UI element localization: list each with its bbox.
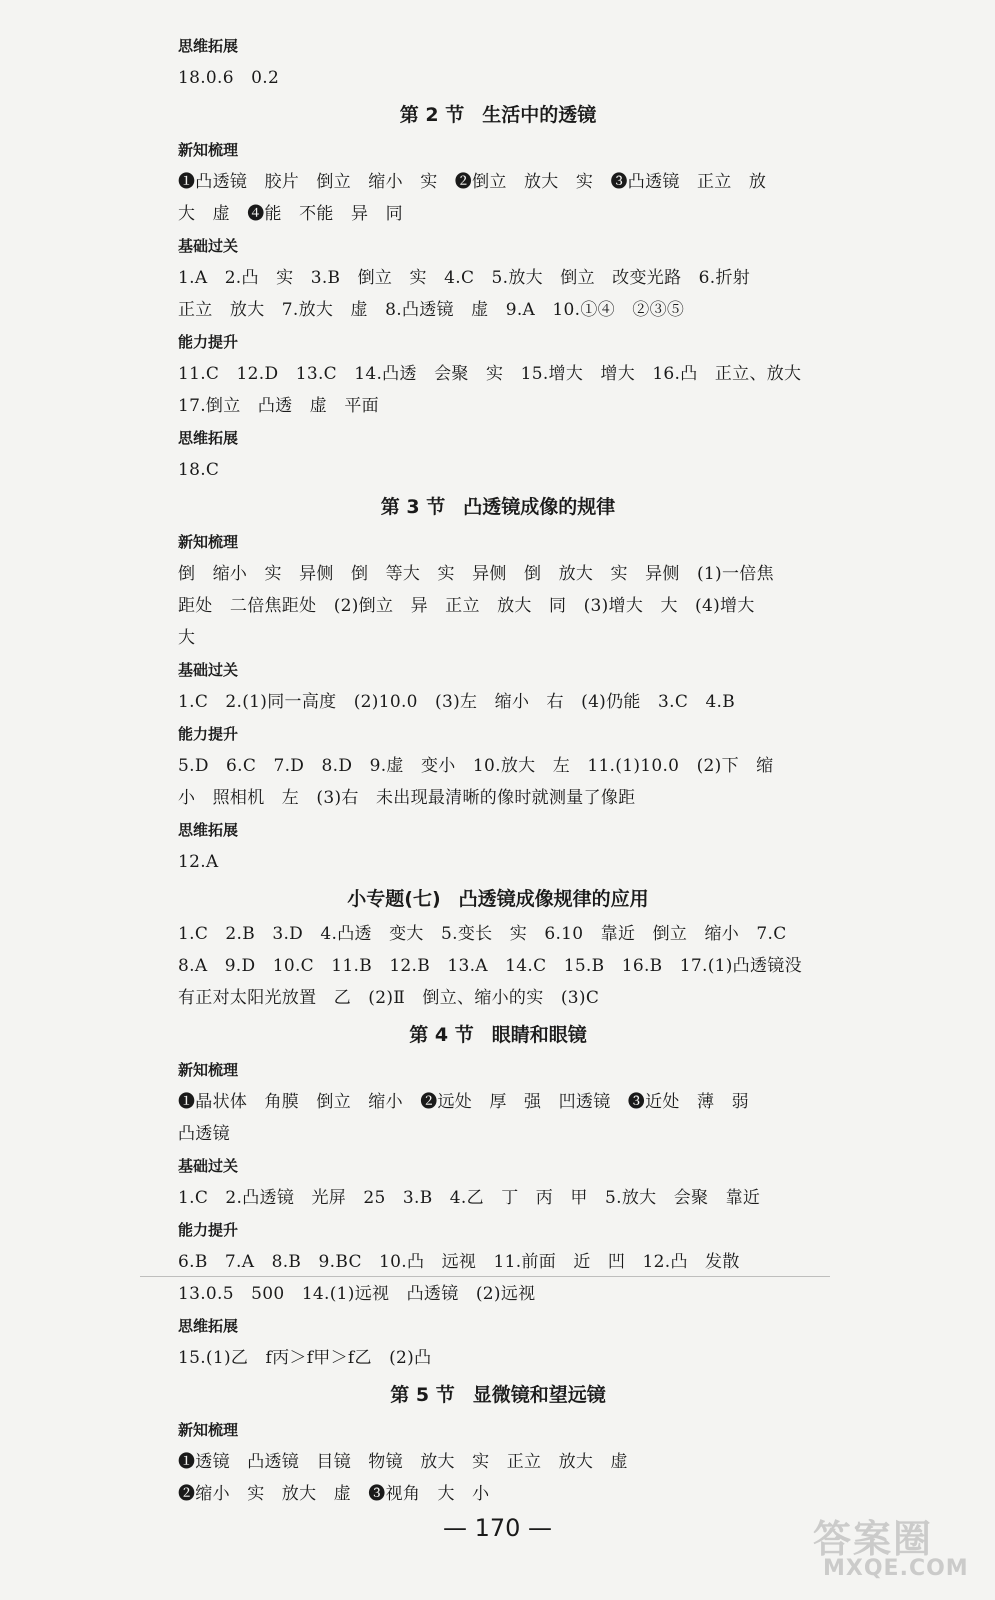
answer-line: 小 照相机 左 (3)右 未出现最清晰的像时就测量了像距 — [178, 788, 636, 808]
answer-line: 距处 二倍焦距处 (2)倒立 异 正立 放大 同 (3)增大 大 (4)增大 — [178, 596, 755, 616]
subsection-heading: 能力提升 — [178, 1221, 239, 1239]
section-title — [178, 94, 818, 134]
answer-line: 15.(1)乙 f丙＞f甲＞f乙 (2)凸 — [178, 1348, 432, 1368]
subsection-heading: 能力提升 — [178, 725, 239, 743]
answer-line: 6.B 7.A 8.B 9.BC 10.凸 远视 11.前面 近 凹 12.凸 发散 — [178, 1252, 740, 1272]
subsection-heading: 基础过关 — [178, 661, 239, 679]
section-name: 凸透镜成像规律的应用 — [458, 888, 649, 910]
answer-line: 大 — [178, 628, 196, 648]
answer-line: 大 虚 ❹能 不能 异 同 — [178, 204, 403, 224]
answer-line: ❶透镜 凸透镜 目镜 物镜 放大 实 正立 放大 虚 — [178, 1452, 628, 1472]
answer-line: ❶凸透镜 胶片 倒立 缩小 实 ❷倒立 放大 实 ❸凸透镜 正立 放 — [178, 172, 767, 192]
answer-line: 正立 放大 7.放大 虚 8.凸透镜 虚 9.A 10.①④ ②③⑤ — [178, 300, 685, 320]
answer-line: 1.C 2.(1)同一高度 (2)10.0 (3)左 缩小 右 (4)仍能 3.C 4.B — [178, 692, 736, 712]
answer-line: 5.D 6.C 7.D 8.D 9.虚 变小 10.放大 左 11.(1)10.0 (2)下 缩 — [178, 756, 774, 776]
watermark-title: 答案圈 — [813, 1517, 934, 1561]
section-name: 凸透镜成像的规律 — [463, 496, 616, 518]
subsection-heading: 新知梳理 — [178, 533, 239, 551]
answer-line: 17.倒立 凸透 虚 平面 — [178, 396, 379, 416]
subsection-heading: 基础过关 — [178, 237, 239, 255]
page-number: — 170 — — [442, 1514, 553, 1542]
subsection-heading: 思维拓展 — [178, 821, 239, 839]
watermark-logo — [807, 1508, 977, 1590]
subsection-heading: 思维拓展 — [178, 1317, 239, 1335]
answer-line: 8.A 9.D 10.C 11.B 12.B 13.A 14.C 15.B 16.B 17.(1)凸透镜没 — [178, 956, 802, 976]
subsection-heading: 能力提升 — [178, 333, 239, 351]
answer-line: 1.C 2.凸透镜 光屏 25 3.B 4.乙 丁 丙 甲 5.放大 会聚 靠近 — [178, 1188, 761, 1208]
answer-line: 凸透镜 — [178, 1124, 230, 1144]
section-name: 眼睛和眼镜 — [491, 1024, 587, 1046]
answer-line: ❷缩小 实 放大 虚 ❸视角 大 小 — [178, 1484, 490, 1504]
section-number: 第 5 节 — [390, 1384, 455, 1406]
section-number: 第 3 节 — [380, 496, 446, 518]
answer-line: 13.0.5 500 14.(1)远视 凸透镜 (2)远视 — [178, 1284, 536, 1304]
subsection-heading: 新知梳理 — [178, 1421, 239, 1439]
answer-line: 1.C 2.B 3.D 4.凸透 变大 5.变长 实 6.10 靠近 倒立 缩小 7.C — [178, 924, 787, 944]
section-name: 显微镜和望远镜 — [472, 1384, 606, 1406]
answer-content — [178, 30, 818, 1510]
answer-line: 18.C — [178, 460, 220, 480]
answer-line: 12.A — [178, 852, 219, 872]
section-name: 生活中的透镜 — [482, 104, 597, 126]
subsection-heading: 基础过关 — [178, 1157, 239, 1175]
watermark-url: MXQE.COM — [823, 1556, 969, 1581]
subsection-heading: 思维拓展 — [178, 429, 239, 447]
divider-line — [140, 1276, 830, 1277]
answer-line: 11.C 12.D 13.C 14.凸透 会聚 实 15.增大 增大 16.凸 正立、放大 — [178, 364, 802, 384]
section-number: 第 2 节 — [399, 104, 465, 126]
section-title — [178, 486, 818, 526]
section-number: 第 4 节 — [409, 1024, 474, 1046]
subsection-heading: 新知梳理 — [178, 141, 239, 159]
answer-line: 1.A 2.凸 实 3.B 倒立 实 4.C 5.放大 倒立 改变光路 6.折射 — [178, 268, 751, 288]
answer-line: 倒 缩小 实 异侧 倒 等大 实 异侧 倒 放大 实 异侧 (1)一倍焦 — [178, 564, 774, 584]
answer-line: 有正对太阳光放置 乙 (2)Ⅱ 倒立、缩小的实 (3)C — [178, 988, 600, 1008]
subsection-heading: 新知梳理 — [178, 1061, 239, 1079]
section-title — [178, 1014, 818, 1054]
answer-line: ❶晶状体 角膜 倒立 缩小 ❷远处 厚 强 凹透镜 ❸近处 薄 弱 — [178, 1092, 749, 1112]
section-title — [178, 878, 818, 918]
section-number: 小专题(七) — [347, 888, 441, 910]
subsection-heading: 思维拓展 — [178, 37, 239, 55]
section-title — [178, 1374, 818, 1414]
answer-line: 18.0.6 0.2 — [178, 68, 280, 88]
